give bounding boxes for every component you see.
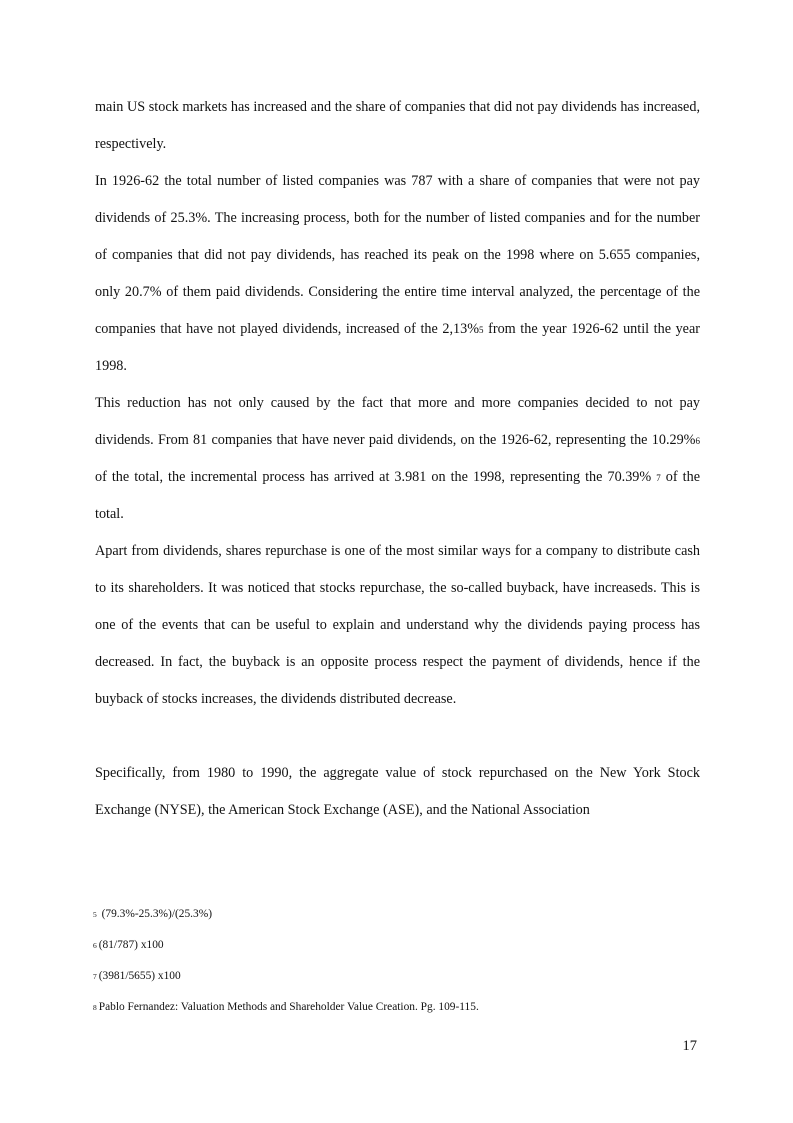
paragraph [95,533,700,718]
paragraph-text: from the year 1926-62 until the year 1998. [95,321,700,374]
paragraph [95,385,700,533]
footnote-number: 8 [93,1003,97,1012]
footnotes [93,902,703,1026]
footnote [93,902,703,933]
paragraph-text: Specifically, from 1980 to 1990, the aggregate value of stock repurchased on the New York Stock Exchange (NYSE), the American Stock Exchange (ASE), and the National Association [95,765,700,818]
paragraph-text: of the total, the incremental process has arrived at 3.981 on the 1998, representing the 70.39% [95,469,657,485]
page-number: 17 [682,1038,697,1054]
body-text [95,89,700,829]
footnote [93,995,703,1026]
footnote-text: Pablo Fernandez: Valuation Methods and Shareholder Value Creation. Pg. 109-115. [98,1001,479,1013]
footnote-number: 6 [93,941,97,950]
paragraph [95,163,700,385]
footnote [93,933,703,964]
footnote [93,964,703,995]
paragraph-text: main US stock markets has increased and the share of companies that did not pay dividends has increased, respectively. [95,99,700,152]
paragraph-text: In 1926-62 the total number of listed companies was 787 with a share of companies that were not pay dividends of 25.3%. The increasing process, both for the number of listed companies and for the number of companies that did not pay dividends, has reached its peak on the 1998 where on 5.655 companies, only 20.7% of them paid dividends. Considering the entire time interval analyzed, the percentage of the companies that have not played dividends, increased of the 2,13% [95,173,700,337]
paragraph-text: This reduction has not only caused by the fact that more and more companies decided to not pay dividends. From 81 companies that have never paid dividends, on the 1926-62, representing the 10.29% [95,395,700,448]
footnote-number: 5 [93,910,97,919]
paragraph [95,755,700,829]
footnote-text: (79.3%-25.3%)/(25.3%) [98,908,212,920]
footnote-reference: 6 [695,436,700,446]
paragraph-text: Apart from dividends, shares repurchase is one of the most similar ways for a company to distribute cash to its shareholders. It was noticed that stocks repurchase, the so-called buyback, have increaseds. This is one of the events that can be useful to explain and understand why the dividends paying process has decreased. In fact, the buyback is an opposite process respect the payment of dividends, hence if the buyback of stocks increases, the dividends distributed decrease. [95,543,700,707]
footnote-number: 7 [93,972,97,981]
footnote-reference: 7 [656,473,661,483]
footnote-reference: 5 [479,325,484,335]
footnote-text: (3981/5655) x100 [98,970,181,982]
footnote-text: (81/787) x100 [98,939,164,951]
paragraph [95,89,700,163]
paragraph-text: of the total. [95,469,700,522]
